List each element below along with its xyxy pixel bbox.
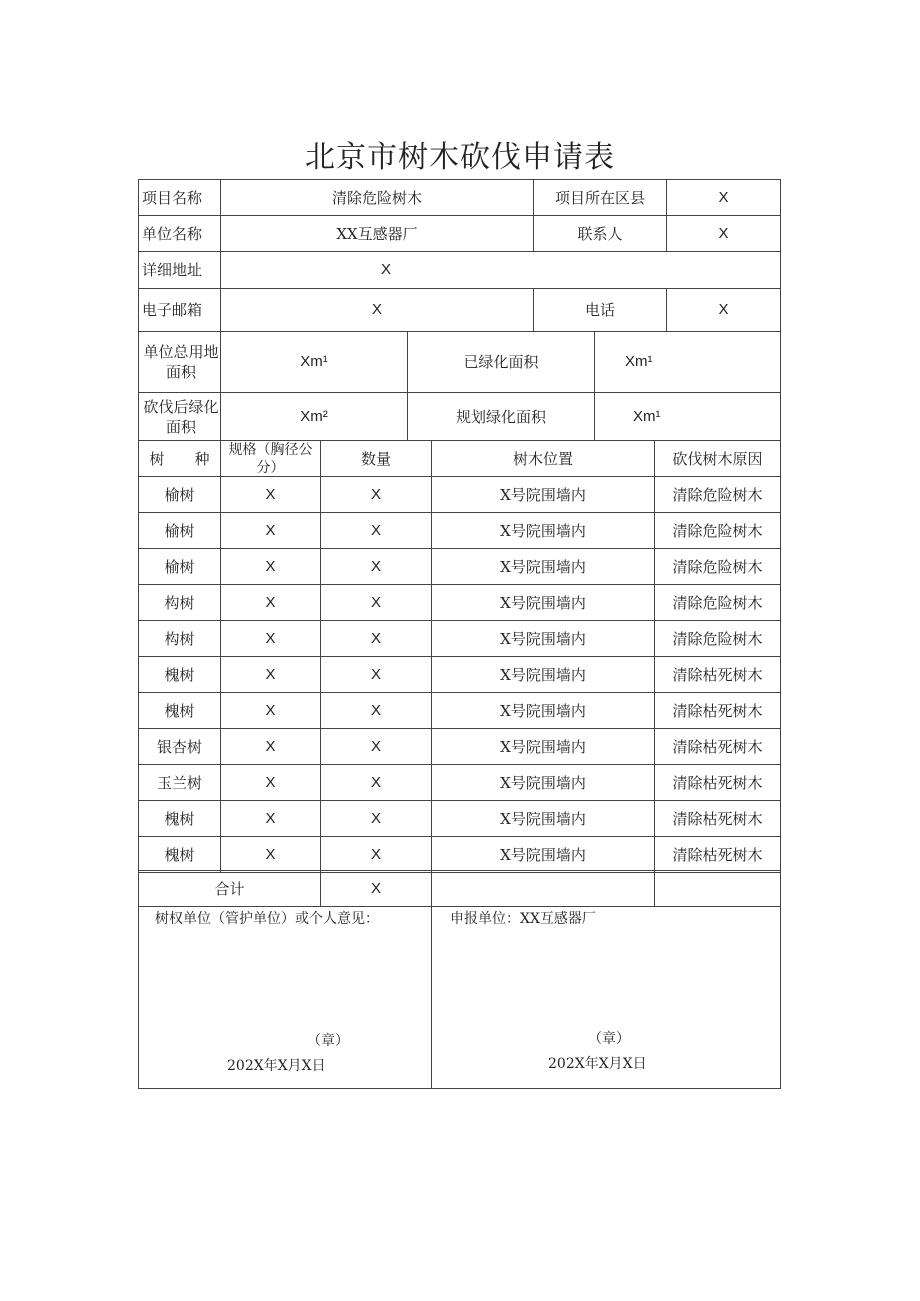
tree-species: 槐树 <box>138 656 221 693</box>
tree-species: 槐树 <box>138 836 221 873</box>
email-value: X <box>220 288 534 332</box>
total-label: 合计 <box>138 870 321 907</box>
tree-spec: X <box>220 512 321 549</box>
tree-reason: 清除危险树木 <box>654 584 781 621</box>
col-location-header: 树木位置 <box>431 440 655 477</box>
total-reason-empty <box>654 870 781 907</box>
tree-location: X号院围墙内 <box>431 548 655 585</box>
tree-location: X号院围墙内 <box>431 800 655 837</box>
total-land-area-label: 单位总用地面积 <box>138 331 221 393</box>
unit-name-label: 单位名称 <box>138 215 221 252</box>
project-name-label: 项目名称 <box>138 179 221 216</box>
tree-reason: 清除危险树木 <box>654 476 781 513</box>
tree-quantity: X <box>320 692 432 729</box>
tree-spec: X <box>220 764 321 801</box>
tree-quantity: X <box>320 584 432 621</box>
tree-species: 构树 <box>138 584 221 621</box>
owner-date: 202X年X月X日 <box>227 1058 326 1074</box>
tree-species: 玉兰树 <box>138 764 221 801</box>
greened-area-value: Xm¹ <box>594 331 781 393</box>
planned-area-value: Xm¹ <box>594 392 781 441</box>
tree-quantity: X <box>320 728 432 765</box>
tree-quantity: X <box>320 476 432 513</box>
tree-spec: X <box>220 728 321 765</box>
tree-species: 银杏树 <box>138 728 221 765</box>
unit-name-value: XX互感器厂 <box>220 215 534 252</box>
project-name-value: 清除危险树木 <box>220 179 534 216</box>
tree-location: X号院围墙内 <box>431 476 655 513</box>
email-label: 电子邮箱 <box>138 288 221 332</box>
tree-spec: X <box>220 548 321 585</box>
tree-spec: X <box>220 584 321 621</box>
planned-area-label: 规划绿化面积 <box>407 392 595 441</box>
after-felling-area-label: 砍伐后绿化面积 <box>138 392 221 441</box>
tree-location: X号院围墙内 <box>431 656 655 693</box>
tree-species: 构树 <box>138 620 221 657</box>
col-spec-header: 规格（胸径公分） <box>220 440 321 477</box>
tree-location: X号院围墙内 <box>431 764 655 801</box>
tree-spec: X <box>220 476 321 513</box>
tree-reason: 清除枯死树木 <box>654 836 781 873</box>
col-reason-header: 砍伐树木原因 <box>654 440 781 477</box>
phone-label: 电话 <box>533 288 667 332</box>
tree-species: 榆树 <box>138 476 221 513</box>
tree-location: X号院围墙内 <box>431 728 655 765</box>
tree-quantity: X <box>320 512 432 549</box>
tree-quantity: X <box>320 764 432 801</box>
applicant-date: 202X年X月X日 <box>548 1056 647 1072</box>
tree-spec: X <box>220 836 321 873</box>
total-location-empty <box>431 870 655 907</box>
tree-location: X号院围墙内 <box>431 584 655 621</box>
tree-reason: 清除枯死树木 <box>654 800 781 837</box>
address-label: 详细地址 <box>138 251 221 289</box>
address-value: X <box>220 251 781 289</box>
tree-location: X号院围墙内 <box>431 512 655 549</box>
tree-species: 槐树 <box>138 692 221 729</box>
owner-opinion-label: 树权单位（管护单位）或个人意见： <box>155 911 379 927</box>
greened-area-label: 已绿化面积 <box>407 331 595 393</box>
form-title: 北京市树木砍伐申请表 <box>305 140 615 175</box>
tree-spec: X <box>220 692 321 729</box>
tree-quantity: X <box>320 548 432 585</box>
contact-label: 联系人 <box>533 215 667 252</box>
tree-reason: 清除危险树木 <box>654 620 781 657</box>
total-quantity: X <box>320 870 432 907</box>
tree-species: 槐树 <box>138 800 221 837</box>
tree-reason: 清除危险树木 <box>654 512 781 549</box>
tree-species: 榆树 <box>138 548 221 585</box>
tree-quantity: X <box>320 836 432 873</box>
district-value: X <box>666 179 781 216</box>
after-felling-area-value: Xm² <box>220 392 408 441</box>
district-label: 项目所在区县 <box>533 179 667 216</box>
phone-value: X <box>666 288 781 332</box>
tree-location: X号院围墙内 <box>431 692 655 729</box>
tree-reason: 清除枯死树木 <box>654 764 781 801</box>
applicant-stamp: （章） <box>588 1031 630 1047</box>
owner-stamp: （章） <box>307 1033 349 1049</box>
owner-opinion-box <box>138 906 432 1089</box>
tree-quantity: X <box>320 800 432 837</box>
tree-spec: X <box>220 656 321 693</box>
tree-species: 榆树 <box>138 512 221 549</box>
tree-reason: 清除危险树木 <box>654 548 781 585</box>
tree-reason: 清除枯死树木 <box>654 728 781 765</box>
applicant-opinion-box <box>431 906 781 1089</box>
tree-quantity: X <box>320 620 432 657</box>
tree-spec: X <box>220 620 321 657</box>
tree-location: X号院围墙内 <box>431 836 655 873</box>
contact-value: X <box>666 215 781 252</box>
total-land-area-value: Xm¹ <box>220 331 408 393</box>
tree-location: X号院围墙内 <box>431 620 655 657</box>
tree-spec: X <box>220 800 321 837</box>
tree-quantity: X <box>320 656 432 693</box>
col-species-header: 树 种 <box>138 440 221 477</box>
tree-reason: 清除枯死树木 <box>654 692 781 729</box>
applicant-label: 申报单位：XX互感器厂 <box>450 911 596 927</box>
col-quantity-header: 数量 <box>320 440 432 477</box>
tree-reason: 清除枯死树木 <box>654 656 781 693</box>
